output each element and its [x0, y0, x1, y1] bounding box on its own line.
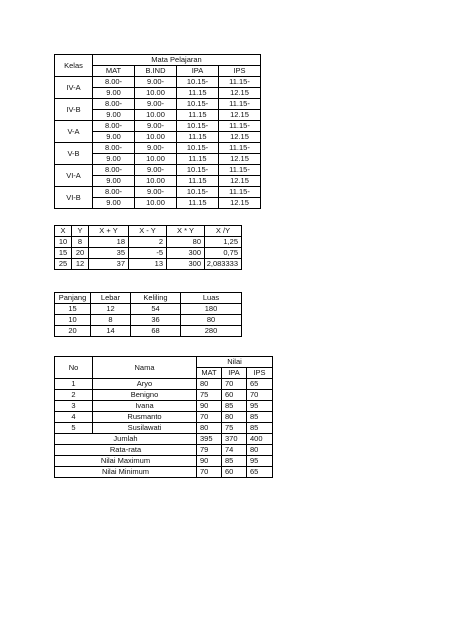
- xy-body: [55, 237, 242, 270]
- xy-cell: 15: [55, 248, 72, 259]
- summary-label: Nilai Maximum: [55, 456, 197, 467]
- xy-cell: 20: [72, 248, 89, 259]
- table-row: [55, 315, 242, 326]
- xy-operations-table: [54, 225, 242, 270]
- xy-cell: 1,25: [205, 237, 242, 248]
- nilai-table: [54, 356, 273, 478]
- xy-cell: 25: [55, 259, 72, 270]
- schedule-time-cell: 10.00: [135, 132, 177, 143]
- kelas-cell: IV-A: [55, 77, 93, 99]
- xy-cell: 300: [167, 248, 205, 259]
- schedule-time-cell: 10.15-: [177, 99, 219, 110]
- nama-cell: Benigno: [93, 390, 197, 401]
- schedule-time-cell: 10.00: [135, 154, 177, 165]
- lebar-header: Lebar: [91, 293, 131, 304]
- xy-cell: 10: [55, 237, 72, 248]
- rect-cell: 10: [55, 315, 91, 326]
- subject-header: IPA: [222, 368, 247, 379]
- sum-header: X + Y: [89, 226, 129, 237]
- score-cell: 90: [197, 401, 222, 412]
- schedule-row: [55, 165, 261, 176]
- table-row: [55, 401, 273, 412]
- nama-cell: Ivana: [93, 401, 197, 412]
- no-cell: 4: [55, 412, 93, 423]
- summary-label: Nilai Minimum: [55, 467, 197, 478]
- schedule-time-cell: 9.00: [93, 88, 135, 99]
- schedule-time-cell: 9.00: [93, 198, 135, 209]
- xy-cell: 13: [129, 259, 167, 270]
- y-header: Y: [72, 226, 89, 237]
- subject-header: MAT: [197, 368, 222, 379]
- rect-cell: 8: [91, 315, 131, 326]
- table-row: [55, 423, 273, 434]
- score-cell: 95: [247, 401, 273, 412]
- subject-header: IPA: [177, 66, 219, 77]
- subject-header: MAT: [93, 66, 135, 77]
- schedule-time-cell: 9.00: [93, 132, 135, 143]
- table-row: [55, 259, 242, 270]
- schedule-time-cell: 11.15-: [219, 121, 261, 132]
- schedule-time-cell: 11.15: [177, 176, 219, 187]
- product-header: X * Y: [167, 226, 205, 237]
- nilai-summary: [55, 434, 273, 478]
- table-row: [55, 248, 242, 259]
- schedule-time-cell: 11.15: [177, 110, 219, 121]
- schedule-time-cell: 8.00-: [93, 99, 135, 110]
- score-cell: 70: [197, 412, 222, 423]
- summary-row: [55, 456, 273, 467]
- kelas-cell: VI-B: [55, 187, 93, 209]
- nama-cell: Susilawati: [93, 423, 197, 434]
- no-cell: 5: [55, 423, 93, 434]
- schedule-table: [54, 54, 261, 209]
- subject-header: IPS: [247, 368, 273, 379]
- schedule-row: [55, 77, 261, 88]
- schedule-time-cell: 10.15-: [177, 165, 219, 176]
- schedule-row: [55, 187, 261, 198]
- nama-cell: Aryo: [93, 379, 197, 390]
- summary-cell: 370: [222, 434, 247, 445]
- x-header: X: [55, 226, 72, 237]
- xy-cell: 80: [167, 237, 205, 248]
- rect-cell: 180: [181, 304, 242, 315]
- schedule-time-cell: 9.00-: [135, 99, 177, 110]
- schedule-time-cell: 10.00: [135, 176, 177, 187]
- schedule-time-cell: 11.15-: [219, 187, 261, 198]
- schedule-time-cell: 10.15-: [177, 121, 219, 132]
- rect-body: [55, 304, 242, 337]
- schedule-time-cell: 10.15-: [177, 187, 219, 198]
- schedule-body: [55, 77, 261, 209]
- summary-cell: 79: [197, 445, 222, 456]
- table-row: [55, 326, 242, 337]
- score-cell: 85: [247, 412, 273, 423]
- kelas-cell: V-B: [55, 143, 93, 165]
- schedule-time-cell: 10.15-: [177, 77, 219, 88]
- kelas-cell: VI-A: [55, 165, 93, 187]
- summary-cell: 65: [247, 467, 273, 478]
- summary-cell: 74: [222, 445, 247, 456]
- summary-row: [55, 445, 273, 456]
- rect-cell: 80: [181, 315, 242, 326]
- nama-cell: Rusmanto: [93, 412, 197, 423]
- schedule-time-cell: 8.00-: [93, 143, 135, 154]
- quotient-header: X /Y: [205, 226, 242, 237]
- score-cell: 85: [222, 401, 247, 412]
- table-row: [55, 390, 273, 401]
- mata-pelajaran-header: Mata Pelajaran: [93, 55, 261, 66]
- score-cell: 65: [247, 379, 273, 390]
- xy-cell: 12: [72, 259, 89, 270]
- summary-cell: 70: [197, 467, 222, 478]
- schedule-time-cell: 10.00: [135, 198, 177, 209]
- subject-header: B.IND: [135, 66, 177, 77]
- schedule-row: [55, 121, 261, 132]
- schedule-time-cell: 11.15: [177, 198, 219, 209]
- rect-cell: 54: [131, 304, 181, 315]
- no-cell: 1: [55, 379, 93, 390]
- table-row: [55, 237, 242, 248]
- rect-cell: 68: [131, 326, 181, 337]
- xy-cell: 300: [167, 259, 205, 270]
- score-cell: 80: [197, 423, 222, 434]
- nama-header: Nama: [93, 357, 197, 379]
- panjang-header: Panjang: [55, 293, 91, 304]
- summary-cell: 60: [222, 467, 247, 478]
- table-row: [55, 412, 273, 423]
- score-cell: 75: [222, 423, 247, 434]
- rect-cell: 12: [91, 304, 131, 315]
- schedule-time-cell: 12.15: [219, 132, 261, 143]
- xy-cell: 37: [89, 259, 129, 270]
- schedule-time-cell: 8.00-: [93, 121, 135, 132]
- score-cell: 85: [247, 423, 273, 434]
- schedule-time-cell: 9.00-: [135, 143, 177, 154]
- kelas-cell: V-A: [55, 121, 93, 143]
- schedule-time-cell: 9.00-: [135, 165, 177, 176]
- summary-cell: 90: [197, 456, 222, 467]
- rect-cell: 20: [55, 326, 91, 337]
- schedule-time-cell: 9.00: [93, 110, 135, 121]
- schedule-time-cell: 12.15: [219, 110, 261, 121]
- schedule-time-cell: 9.00-: [135, 187, 177, 198]
- score-cell: 60: [222, 390, 247, 401]
- schedule-time-cell: 8.00-: [93, 77, 135, 88]
- kelas-cell: IV-B: [55, 99, 93, 121]
- xy-cell: 2,083333: [205, 259, 242, 270]
- schedule-time-cell: 10.00: [135, 88, 177, 99]
- rect-cell: 36: [131, 315, 181, 326]
- schedule-time-cell: 8.00-: [93, 187, 135, 198]
- rect-cell: 280: [181, 326, 242, 337]
- schedule-row: [55, 143, 261, 154]
- summary-cell: 95: [247, 456, 273, 467]
- nilai-body: [55, 379, 273, 434]
- schedule-time-cell: 11.15-: [219, 143, 261, 154]
- schedule-time-cell: 10.00: [135, 110, 177, 121]
- table-row: [55, 304, 242, 315]
- summary-cell: 395: [197, 434, 222, 445]
- schedule-time-cell: 11.15-: [219, 77, 261, 88]
- score-cell: 70: [247, 390, 273, 401]
- nilai-header: Nilai: [197, 357, 273, 368]
- schedule-time-cell: 9.00-: [135, 77, 177, 88]
- schedule-time-cell: 11.15: [177, 154, 219, 165]
- kelas-header: Kelas: [55, 55, 93, 77]
- score-cell: 75: [197, 390, 222, 401]
- schedule-time-cell: 12.15: [219, 176, 261, 187]
- summary-row: [55, 434, 273, 445]
- summary-cell: 400: [247, 434, 273, 445]
- no-cell: 3: [55, 401, 93, 412]
- summary-row: [55, 467, 273, 478]
- subject-header: IPS: [219, 66, 261, 77]
- summary-label: Jumlah: [55, 434, 197, 445]
- schedule-time-cell: 11.15-: [219, 99, 261, 110]
- schedule-time-cell: 8.00-: [93, 165, 135, 176]
- xy-cell: 8: [72, 237, 89, 248]
- score-cell: 80: [197, 379, 222, 390]
- xy-cell: 2: [129, 237, 167, 248]
- no-cell: 2: [55, 390, 93, 401]
- luas-header: Luas: [181, 293, 242, 304]
- schedule-time-cell: 12.15: [219, 88, 261, 99]
- schedule-time-cell: 9.00-: [135, 121, 177, 132]
- keliling-header: Keliling: [131, 293, 181, 304]
- schedule-time-cell: 9.00: [93, 176, 135, 187]
- table-row: [55, 379, 273, 390]
- xy-cell: 35: [89, 248, 129, 259]
- diff-header: X - Y: [129, 226, 167, 237]
- summary-label: Rata-rata: [55, 445, 197, 456]
- score-cell: 80: [222, 412, 247, 423]
- schedule-time-cell: 11.15-: [219, 165, 261, 176]
- xy-cell: 0,75: [205, 248, 242, 259]
- score-cell: 70: [222, 379, 247, 390]
- rect-cell: 14: [91, 326, 131, 337]
- rectangle-table: [54, 292, 242, 337]
- schedule-time-cell: 9.00: [93, 154, 135, 165]
- schedule-row: [55, 99, 261, 110]
- summary-cell: 85: [222, 456, 247, 467]
- xy-cell: 18: [89, 237, 129, 248]
- no-header: No: [55, 357, 93, 379]
- schedule-time-cell: 12.15: [219, 154, 261, 165]
- schedule-time-cell: 11.15: [177, 88, 219, 99]
- summary-cell: 80: [247, 445, 273, 456]
- schedule-time-cell: 10.15-: [177, 143, 219, 154]
- schedule-time-cell: 11.15: [177, 132, 219, 143]
- schedule-time-cell: 12.15: [219, 198, 261, 209]
- rect-cell: 15: [55, 304, 91, 315]
- xy-cell: -5: [129, 248, 167, 259]
